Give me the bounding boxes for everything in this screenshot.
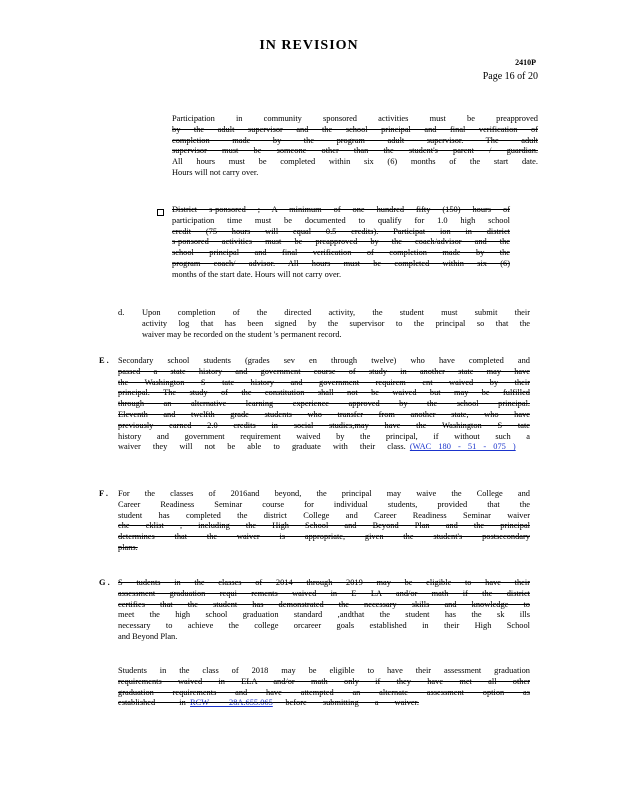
rcw-citation-link[interactable]: RCW 28A.655.065	[190, 698, 273, 708]
text-line: che cklist , including the High School and Beyond Plan and the principal	[118, 521, 530, 531]
text-line: necessary to achieve the college orcareer goals established in their High School	[118, 621, 530, 631]
text-line: plans.	[118, 542, 138, 552]
item-g-paragraph	[118, 578, 530, 643]
text-line: Hours will not carry over.	[172, 167, 259, 177]
text-line: by the adult supervisor and the school principal and final verification of	[172, 124, 538, 134]
text-line: and Beyond Plan.	[118, 631, 178, 641]
text-segment: before submitting a waiver.	[285, 698, 419, 708]
text-line: completion made by the program adult supervisor. The adult	[172, 135, 538, 145]
item-e-paragraph	[118, 356, 530, 453]
text-line: passed a state history and government course of study in another state may have	[118, 366, 530, 376]
policy-code: 2410P	[515, 58, 536, 67]
text-segment: established in	[118, 698, 186, 708]
item-g-marker: G .	[99, 578, 110, 587]
text-line: meet the high school graduation standard ,andthat the student has the sk ills	[118, 610, 530, 620]
text-line: the Washington S tate history and government requirem ent waived by their	[118, 377, 530, 387]
text-line: Students in the class of 2018 may be eligible to have their assessment graduation	[118, 666, 530, 675]
text-line: Eleventh and twelfth grade students who transfer from another state, who have	[118, 409, 530, 419]
text-line: supervisor must be someone other than the student's parent / guardian.	[172, 146, 538, 156]
text-line: Career Readiness Seminar course for individual students, provided that the	[118, 499, 530, 509]
text-line: school principal and final verification of completion made by the	[172, 248, 510, 258]
text-line: assessment graduation requi rements waived in E LA and/or math if the district	[118, 588, 530, 598]
text-line: S tudents in the classes of 2014 through 2019 may be eligible to have their	[118, 578, 530, 587]
text-line: Participation in community sponsored activities must be preapproved	[172, 114, 538, 123]
text-line: history and government requirement waived by the principal, if without such a	[118, 431, 530, 441]
text-line: District s-ponsored ; A minimum of one hundred fifty (150) hours of	[172, 205, 510, 214]
text-line: through an alternative learning experience approved by the school principal.	[118, 399, 530, 409]
text-line: student has completed the district College and Career Readiness Seminar waiver	[118, 510, 530, 520]
text-line: participation time must be documented to qualify for 1.0 high school	[172, 215, 510, 225]
page-title: IN REVISION	[259, 38, 359, 53]
text-line: activity log that has been signed by the supervisor to the principal so that the	[142, 318, 530, 328]
text-line: Secondary school students (grades sev en through twelve) who have completed and	[118, 356, 530, 365]
text-line: months of the start date. Hours will not carry over.	[172, 269, 342, 279]
text-line: principal. The study of the constitution shall not be waived but may be fulfilled	[118, 388, 530, 398]
item-e-marker: E .	[99, 356, 109, 365]
text-line	[118, 442, 530, 453]
text-line: All hours must be completed within six (6) months of the start date.	[172, 157, 538, 167]
item-f-paragraph	[118, 489, 530, 554]
checkbox-bullet-icon	[157, 209, 164, 216]
community-activities-paragraph	[172, 114, 538, 179]
text-line: requirements waived in ELA and/or math only if they have met all other	[118, 676, 530, 686]
wac-citation-link[interactable]: (WAC 180 - 51 - 075 )	[409, 442, 516, 452]
item-d-marker: d.	[118, 308, 125, 317]
text-line: program coach/ advisor. All hours must be completed within six (6)	[172, 258, 510, 268]
text-line: graduation requirements and have attempted an alternate assessment option as	[118, 687, 530, 697]
text-line: Upon completion of the directed activity, the student must submit their	[142, 308, 530, 317]
district-activities-paragraph	[172, 205, 510, 281]
page-number: Page 16 of 20	[482, 71, 538, 82]
text-line	[118, 698, 530, 709]
text-line: previously earned 2.0 credits in social studies,may have the Washington S tate	[118, 420, 530, 430]
text-line: For the classes of 2016and beyond, the principal may waive the College and	[118, 489, 530, 498]
class-2018-paragraph	[118, 666, 530, 709]
text-line: waiver may be recorded on the student 's permanent record.	[142, 329, 342, 339]
text-line: credit (75 hours will equal 0.5 credits). Participat ion in district	[172, 226, 510, 236]
text-segment: waiver they will not be able to graduate with their class.	[118, 442, 406, 452]
item-d-paragraph	[142, 308, 530, 340]
text-line: determines that the waiver is appropriate, given the student's postsecondary	[118, 532, 530, 542]
item-f-marker: F .	[99, 489, 108, 498]
text-line: s-ponsored activities must be preapproved by the coach/advisor and the	[172, 237, 510, 247]
text-line: certifies that the student has demonstrated the necessary skills and knowledge to	[118, 599, 530, 609]
